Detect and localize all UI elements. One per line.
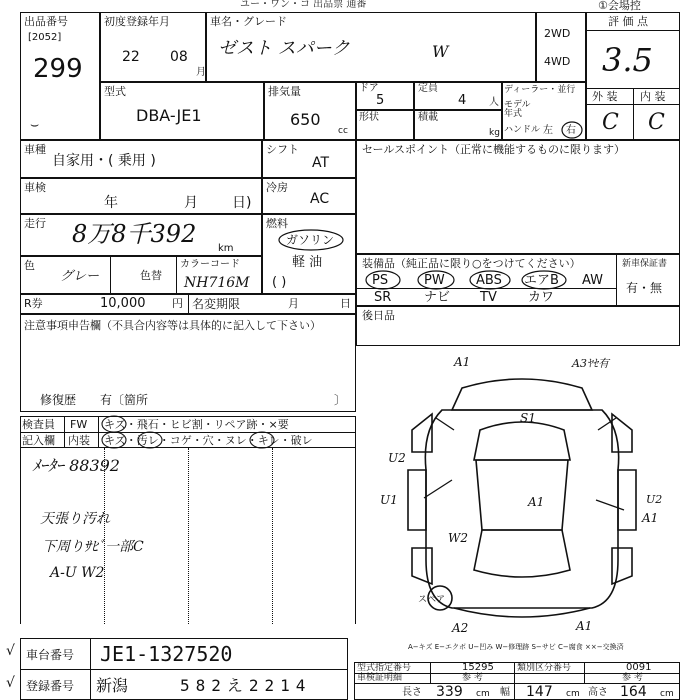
plate-label: 登録番号: [26, 679, 75, 693]
sales-points-label: セールスポイント（正常に機能するものに限ります）: [362, 143, 626, 156]
displacement-label: 排気量: [268, 85, 301, 98]
repair-value: 有〔箇所: [100, 393, 149, 407]
chassis-number: JE1-1327520: [100, 642, 233, 666]
lot-number: 299: [33, 54, 83, 84]
mileage-label: 走行: [24, 217, 46, 230]
lot-subnumber: [2052]: [28, 32, 62, 43]
category-label: 類別区分番号: [517, 663, 572, 673]
ref-label-2: 参 考: [622, 673, 643, 683]
sales-points-box: [356, 140, 680, 254]
exterior-label: 外 装: [592, 90, 618, 103]
recycle-label: R券: [24, 297, 43, 310]
drive-2wd: 2WD: [544, 27, 571, 40]
equip-leather: カワ: [528, 290, 555, 305]
car-damage-diagram: [392, 370, 652, 633]
handwritten-note-3: 下周りｻﾋﾞ一部C: [42, 539, 144, 555]
height-value: 164: [620, 684, 647, 700]
mark-a1-roof: A1: [528, 495, 545, 509]
header-fragment: ユー・ワン・コ 出品票 通番: [240, 0, 367, 10]
car-name: ゼスト スパーク: [218, 38, 350, 59]
handle-label: ハンドル: [504, 125, 541, 135]
plate-region: 新潟: [96, 676, 129, 695]
displacement-unit: cc: [338, 126, 348, 136]
model-year-label: モデル年式: [504, 100, 531, 119]
doors-value: 5: [376, 93, 385, 108]
inspection-year: 年: [104, 195, 118, 211]
mileage-unit: km: [218, 243, 234, 254]
registration-month: 08: [170, 49, 188, 65]
shape-label: 形状: [359, 112, 379, 123]
capacity-label: 定員: [418, 83, 438, 94]
color-value: グレー: [60, 269, 100, 284]
inspector-row-1: キズ・飛石・ヒビ割・リペア跡・×要: [104, 418, 289, 431]
grade-value: 3.5: [602, 41, 653, 79]
recycle-unit: 円: [172, 297, 183, 310]
equipment-circles: [362, 268, 592, 292]
registration-month-unit: 月: [196, 67, 206, 78]
mark-a1-right: A1: [642, 511, 659, 525]
inspector-fw-tag: FW: [70, 418, 88, 431]
repair-close: 〕: [334, 393, 347, 407]
handle-left: 左: [543, 125, 553, 136]
lot-label: 出品番号: [24, 15, 68, 28]
copy-label: ①会場控: [598, 0, 641, 12]
usage-value: 自家用・( 乗用 ): [52, 153, 156, 169]
equip-navi: ナビ: [424, 290, 451, 305]
length-value: 339: [436, 684, 463, 700]
length-label: 長さ: [402, 687, 422, 698]
doors-label: ドア: [359, 83, 379, 94]
mark-a1-rear: A1: [576, 619, 593, 633]
color-label: 色: [24, 259, 35, 272]
color-code-value: NH716M: [184, 275, 250, 291]
mark-u1: U1: [380, 493, 398, 507]
equip-ps: PS: [372, 273, 389, 288]
entry-label: 記入欄: [22, 434, 55, 447]
fuel-gasoline-circle: [276, 228, 346, 252]
expiry-month: 月: [288, 297, 299, 310]
category-number: 0091: [626, 662, 652, 673]
equip-aw: AW: [582, 273, 604, 288]
mark-u2-right: U2: [646, 493, 663, 506]
handwritten-note-2: 天張り汚れ: [40, 511, 110, 527]
ref-label-1: 参 考: [462, 673, 483, 683]
capacity-unit: 人: [489, 97, 499, 108]
grade-label: 評 価 点: [608, 15, 648, 28]
handwritten-note-1: ﾒｰﾀｰ 88392: [32, 456, 120, 475]
mark-a3-front: A3ﾔｾ有: [572, 357, 609, 370]
height-unit: cm: [660, 689, 674, 699]
drive-box: [536, 12, 586, 82]
recycle-value: 10,000: [100, 296, 146, 311]
displacement-value: 650: [290, 110, 321, 129]
chassis-label: 車台番号: [26, 648, 75, 662]
height-label: 高さ: [588, 687, 608, 698]
model-value: DBA-JE1: [136, 106, 202, 125]
width-unit: cm: [566, 689, 580, 699]
registration-year: 22: [122, 49, 140, 65]
dealer-label: ディーラー・並行: [504, 85, 576, 95]
remarks-label: 後日品: [362, 309, 395, 322]
handle-right: 右: [566, 125, 576, 136]
model-label: 型式: [104, 85, 126, 98]
drive-4wd: 4WD: [544, 55, 571, 68]
mark-w2: W2: [448, 531, 468, 545]
equip-pw: PW: [424, 273, 445, 288]
capacity-value: 4: [458, 93, 467, 108]
inspector-row-2: キズ・汚レ・コゲ・穴・ヌレ・キレ・破レ: [104, 434, 313, 447]
designation-label: 型式指定番号: [357, 663, 412, 673]
car-grade: W: [432, 42, 449, 61]
length-unit: cm: [476, 689, 490, 699]
fuel-diesel: 軽 油: [292, 255, 323, 270]
inspection-day: 日): [232, 195, 252, 211]
fuel-gasoline: ガソリン: [286, 233, 335, 247]
aircon-label: 冷房: [266, 181, 288, 194]
mark-s1: S1: [520, 411, 536, 425]
plate-number: 582え2214: [180, 676, 312, 695]
fuel-other: ( ): [272, 275, 287, 290]
check-mark-2: √: [6, 675, 15, 691]
equip-sr: SR: [374, 290, 392, 305]
spare-label: スペア: [418, 595, 446, 605]
inspection-label: 車検: [24, 181, 46, 194]
inspector-interior-tag: 内装: [68, 434, 90, 447]
check-mark-1: √: [6, 643, 15, 659]
width-label: 幅: [500, 687, 510, 698]
load-label: 積載: [418, 112, 438, 123]
expiry-label: 名変期限: [192, 297, 241, 311]
inspector-circles: [100, 414, 300, 450]
lot-check-mark: ⌣: [30, 117, 40, 133]
mark-a1-front: A1: [454, 355, 471, 369]
expiry-day: 日: [340, 297, 351, 310]
width-value: 147: [526, 684, 553, 700]
repair-label: 修復歴: [40, 393, 77, 407]
inspector-label: 検査員: [22, 418, 55, 431]
handwritten-note-4: A-U W2: [50, 565, 105, 581]
interior-grade: C: [648, 110, 665, 135]
car-name-label: 車名・グレード: [210, 15, 287, 28]
notes-label: 注意事項申告欄（不具合内容等は具体的に記入して下さい）: [24, 319, 321, 332]
aircon-value: AC: [310, 191, 330, 207]
cert-label: 車検証明細: [357, 673, 403, 683]
inspection-box: [20, 178, 262, 214]
equip-abs: ABS: [476, 273, 502, 288]
registration-label: 初度登録年月: [104, 15, 170, 28]
equip-tv: TV: [480, 290, 497, 305]
warranty-label: 新車保証書: [622, 259, 668, 269]
exterior-grade: C: [602, 110, 619, 135]
usage-label: 車種: [24, 143, 46, 156]
inspection-month: 月: [184, 195, 198, 211]
equip-airbag: エアB: [524, 273, 559, 288]
equipment-label: 装備品（純正品に限り○をつけてください）: [362, 257, 581, 270]
load-unit: kg: [489, 128, 500, 138]
damage-legend: A−キズ E−エクボ U−凹み W−修理跡 S−サビ C−腐食 ××−交換済: [408, 643, 624, 651]
shift-value: AT: [312, 155, 330, 171]
mark-a2-rear: A2: [452, 621, 469, 635]
interior-label: 内 装: [640, 90, 666, 103]
warranty-value: 有・無: [626, 281, 663, 295]
shift-label: シフト: [266, 143, 299, 156]
mileage-value: 8万8千392: [72, 220, 197, 248]
handle-right-circle: [560, 120, 584, 140]
fuel-label: 燃料: [266, 217, 288, 230]
remarks-box: [356, 306, 680, 346]
designation-number: 15295: [462, 662, 494, 673]
mark-u2-left: U2: [388, 451, 406, 465]
color-code-label: カラーコード: [180, 259, 240, 270]
color-change-label: 色替: [140, 269, 162, 282]
